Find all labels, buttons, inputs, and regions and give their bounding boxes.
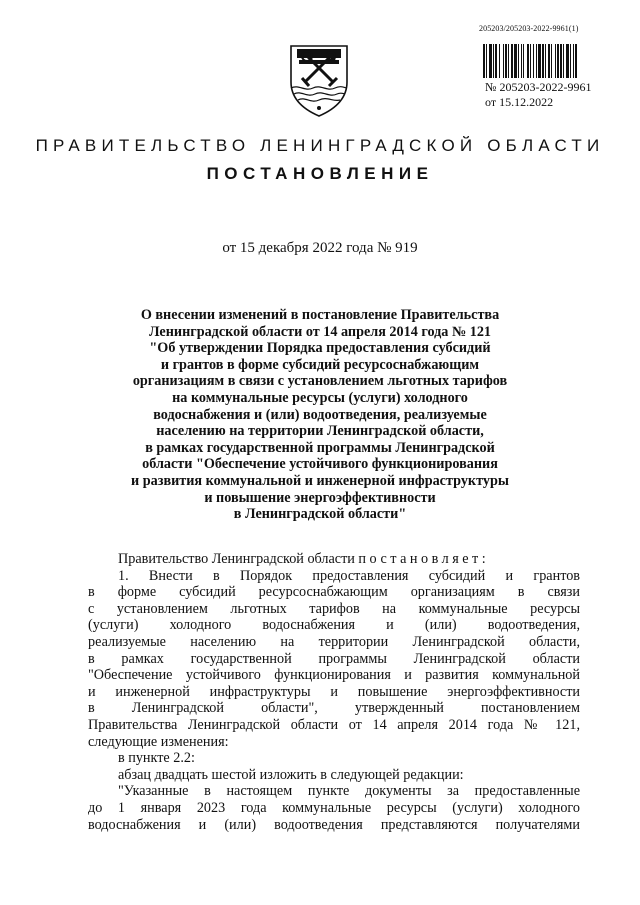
barcode-bar — [566, 44, 569, 78]
barcode-bar — [548, 44, 550, 78]
paragraph-1-line: с установлением льготных тарифов на коммунальные ресурсы — [88, 600, 580, 617]
quote-line: водоснабжения и (или) водоотведения представляются получателями — [88, 816, 580, 833]
barcode-bar — [542, 44, 544, 78]
barcode-bar — [486, 44, 487, 78]
barcode-bar — [575, 44, 577, 78]
intro-verb: постановляет: — [358, 551, 490, 567]
registration-number: № 205203-2022-9961 — [485, 80, 592, 94]
quote-line: до 1 января 2023 года коммунальные ресурсы (услуги) холодного — [88, 799, 580, 816]
barcode-bar — [551, 44, 552, 78]
paragraph-1-line: (услуги) холодного водоснабжения и (или) водоотведения, — [88, 617, 580, 634]
subject-line: организациям в связи с установлением льготных тарифов — [132, 373, 508, 390]
paragraph-1-line: в Ленинградской области", утвержденный постановлением — [88, 700, 580, 717]
paragraph-1-line: "Обеспечение устойчивого функционирования и развития коммунальной — [88, 667, 580, 684]
barcode-bar — [545, 44, 546, 78]
barcode-bar — [573, 44, 574, 78]
barcode-bar — [493, 44, 494, 78]
document-type: ПОСТАНОВЛЕНИЕ — [206, 164, 434, 183]
barcode-bar — [503, 44, 504, 78]
barcode-bar — [521, 44, 522, 78]
paragraph-1-line: 1. Внести в Порядок предоставления субсидий и грантов — [118, 567, 580, 584]
barcode-bar — [530, 44, 531, 78]
paragraph-instruction: абзац двадцать шестой изложить в следующей редакции: — [118, 766, 464, 783]
subject-line: и повышение энергоэффективности — [204, 489, 436, 506]
barcode-bar — [560, 44, 562, 78]
subject-line: населению на территории Ленинградской области, — [156, 423, 484, 440]
paragraph-1-line: в форме субсидий ресурсоснабжающим организациям в связи — [88, 584, 580, 601]
subject-line: и грантов в форме субсидий ресурсоснабжающим — [160, 356, 480, 373]
document-subject — [60, 307, 580, 523]
barcode-bar — [536, 44, 537, 78]
barcode-bar — [514, 44, 517, 78]
subject-line: О внесении изменений в постановление Правительства — [140, 307, 500, 323]
subject-line: и развития коммунальной и инженерной инфраструктуры — [131, 472, 509, 489]
barcode-bar — [533, 44, 534, 78]
barcode-bar — [505, 44, 507, 78]
barcode-bar — [495, 44, 497, 78]
document-body — [88, 551, 580, 833]
intro-prefix: Правительство Ленинградской области — [118, 551, 355, 567]
government-title: ПРАВИТЕЛЬСТВО ЛЕНИНГРАДСКОЙ ОБЛАСТИ — [35, 136, 605, 155]
barcode-bar — [563, 44, 564, 78]
barcode-bar — [523, 44, 524, 78]
barcode-bar — [511, 44, 513, 78]
registration-date: от 15.12.2022 — [485, 95, 554, 109]
barcode-bar — [489, 44, 492, 78]
barcode-bar — [483, 44, 485, 78]
paragraph-1-line: в рамках государственной программы Ленинградской области — [88, 650, 580, 667]
registration-code: 205203/205203-2022-9961(1) — [479, 24, 579, 33]
subject-line: в Ленинградской области" — [233, 506, 407, 523]
quote-line: "Указанные в настоящем пункте документы за предоставленные — [118, 783, 580, 800]
document-date-number: от 15 декабря 2022 года № 919 — [222, 240, 418, 256]
subject-line: Ленинградской области от 14 апреля 2014 года № 121 — [148, 323, 492, 340]
intro-line — [88, 551, 580, 568]
subject-line: "Об утверждении Порядка предоставления субсидий — [149, 340, 491, 357]
paragraph-1-line: реализуемые населению на территории Ленинградской области, — [88, 633, 580, 650]
barcode-bar — [557, 44, 559, 78]
subject-line: водоснабжения и (или) водоотведения, реализуемые — [153, 406, 487, 423]
barcode-bar — [570, 44, 571, 78]
paragraph-1-line: и инженерной инфраструктуры и повышение энергоэффективности — [88, 683, 580, 700]
subject-line: в рамках государственной программы Ленинградской — [145, 439, 495, 456]
subject-line: области "Обеспечение устойчивого функционирования — [142, 456, 498, 473]
barcode-bar — [555, 44, 556, 78]
coat-of-arms-icon — [285, 38, 353, 118]
barcode-bar — [499, 44, 500, 78]
barcode-bar — [518, 44, 519, 78]
paragraph-1-last-line: следующие изменения: — [88, 733, 229, 750]
subject-line: на коммунальные ресурсы (услуги) холодного — [172, 389, 468, 406]
barcode-bar — [527, 44, 529, 78]
barcode — [483, 44, 607, 78]
barcode-bar — [538, 44, 541, 78]
point-reference: в пункте 2.2: — [118, 750, 195, 767]
barcode-bar — [508, 44, 509, 78]
paragraph-1-line: Правительства Ленинградской области от 14 апреля 2014 года № 121, — [88, 716, 580, 733]
